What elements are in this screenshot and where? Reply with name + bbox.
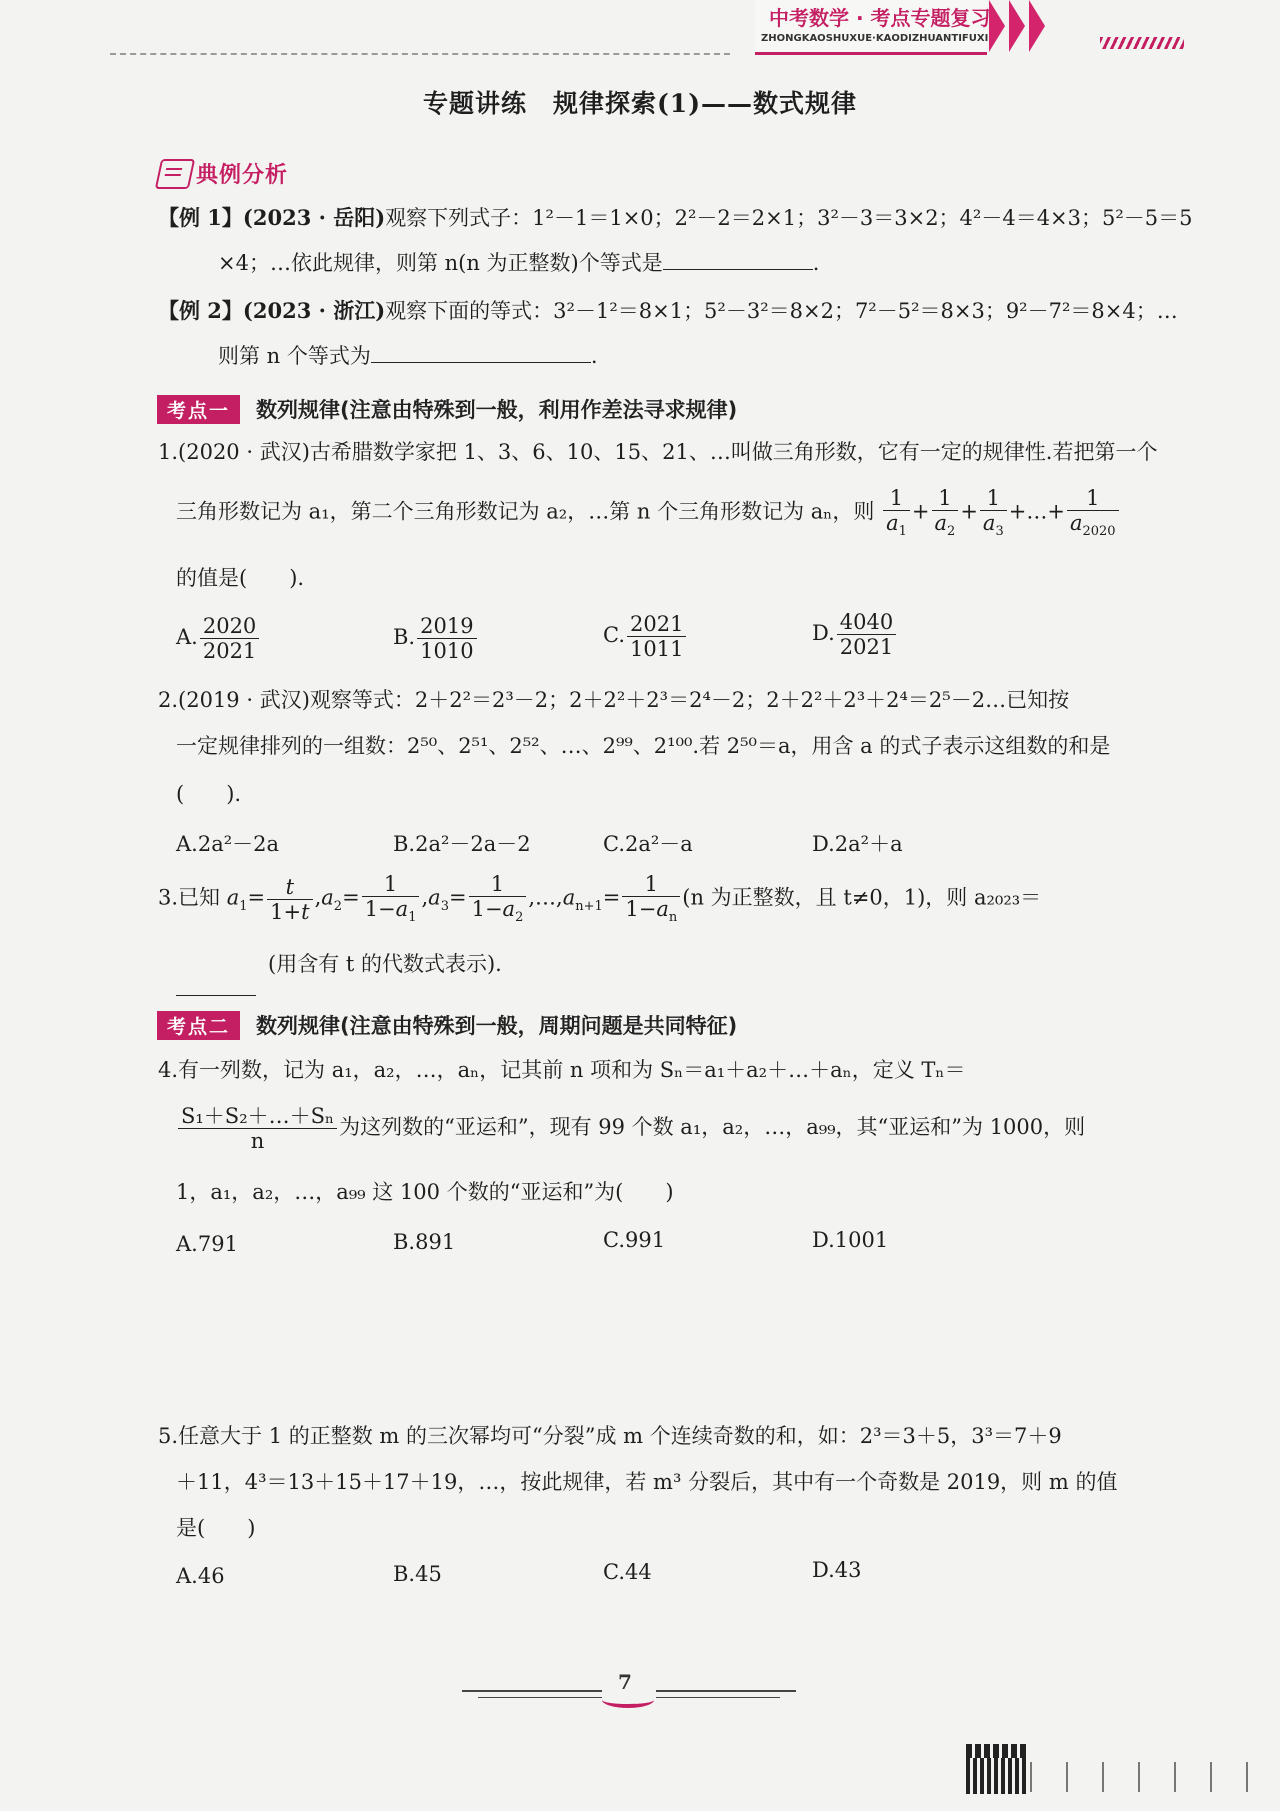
option-fraction: $\frac{2020}{2021}$ bbox=[200, 614, 259, 663]
page-title: 专题讲练 规律探索(1)——数式规律 bbox=[422, 89, 858, 118]
footer-line-left bbox=[462, 1690, 602, 1692]
q2-option-b[interactable]: B.2a²－2a－2 bbox=[393, 832, 531, 856]
example1-line2 bbox=[218, 251, 819, 276]
footer-line-right-thin bbox=[656, 1697, 780, 1698]
q1-option-a[interactable] bbox=[176, 614, 261, 663]
kaodian2-text: 数列规律(注意由特殊到一般，周期问题是共同特征) bbox=[256, 1014, 738, 1038]
option-letter: D. bbox=[812, 621, 835, 646]
option-letter: C. bbox=[603, 623, 625, 648]
q4-line2 bbox=[176, 1104, 1085, 1153]
page-number: 7 bbox=[618, 1670, 632, 1694]
option-letter: A. bbox=[176, 625, 198, 650]
example2-end: . bbox=[590, 344, 598, 368]
q5-option-c[interactable]: C.44 bbox=[603, 1560, 652, 1584]
q3-fraction-a2: $\frac{1}{1-a_1}$ bbox=[362, 872, 420, 926]
fraction-1-a2020: $\frac{1}{a_{2020}}$ bbox=[1067, 486, 1119, 540]
qr-code-top bbox=[966, 1744, 1026, 1758]
q5-option-d[interactable]: D.43 bbox=[812, 1558, 862, 1582]
option-fraction: $\frac{2021}{1011}$ bbox=[627, 612, 686, 661]
q3-fraction-an: $\frac{1}{1-a_n}$ bbox=[622, 872, 680, 926]
q4-option-b[interactable]: B.891 bbox=[393, 1230, 456, 1254]
q2-option-a[interactable]: A.2a²－2a bbox=[176, 832, 280, 856]
banner-title: 中考数学 · 考点专题复习 bbox=[769, 6, 991, 30]
q1-line3: 的值是( ). bbox=[176, 566, 305, 590]
q3-fraction-a1: $\frac{t}{1+t}$ bbox=[267, 875, 312, 924]
q5-line3: 是( ) bbox=[176, 1516, 256, 1540]
example1-line1 bbox=[158, 205, 1193, 231]
q2-line2: 一定规律排列的一组数：2⁵⁰、2⁵¹、2⁵²、…、2⁹⁹、2¹⁰⁰.若 2⁵⁰＝a，用含 a 的式子表示这组数的和是 bbox=[176, 734, 1111, 758]
answer-blank[interactable] bbox=[176, 994, 256, 996]
q1-option-b[interactable] bbox=[393, 614, 479, 663]
header-hatch-decoration bbox=[1100, 37, 1184, 49]
section-label-text: 典例分析 bbox=[196, 163, 289, 188]
q1-line2: 三角形数记为 a₁，第二个三角形数记为 a₂，…第 n 个三角形数记为 aₙ，则 $\frac{1}{a_1}$ + $\frac{1}{a_2}$ + $\frac{1}{a_3}$ +…+ $\frac{1}{a_{2020}}$ bbox=[176, 486, 1121, 540]
option-fraction: $\frac{4040}{2021}$ bbox=[837, 610, 896, 659]
q1-option-c[interactable] bbox=[603, 612, 688, 661]
q3-suffix: (n 为正整数，且 t≠0，1)，则 a₂₀₂₃＝ bbox=[682, 885, 1042, 910]
q4-line1: 4.有一列数，记为 a₁，a₂，…，aₙ，记其前 n 项和为 Sₙ＝a₁＋a₂＋…＋aₙ，定义 Tₙ＝ bbox=[158, 1058, 966, 1082]
q5-option-a[interactable]: A.46 bbox=[176, 1564, 225, 1588]
example2-text: 观察下面的等式：3²－1²＝8×1；5²－3²＝8×2；7²－5²＝8×3；9²－7²＝8×4；… bbox=[385, 299, 1178, 323]
q4-line3: 1，a₁，a₂，…，a₉₉ 这 100 个数的“亚运和”为( ) bbox=[176, 1180, 674, 1204]
q2-line1: 2.(2019 · 武汉)观察等式：2＋2²＝2³－2；2＋2²＋2³＝2⁴－2；2＋2²＋2³＋2⁴＝2⁵－2…已知按 bbox=[158, 688, 1070, 712]
q1-line2-text: 三角形数记为 a₁，第二个三角形数记为 a₂，…第 n 个三角形数记为 aₙ，则 bbox=[176, 499, 875, 524]
answer-blank[interactable] bbox=[371, 361, 591, 363]
footer-line-left-thin bbox=[478, 1697, 602, 1698]
section-label bbox=[158, 158, 288, 189]
q4-line2-text: 为这列数的“亚运和”，现有 99 个数 a₁，a₂，…，a₉₉，其“亚运和”为 1000，则 bbox=[339, 1115, 1086, 1140]
example2-head: 【例 2】(2023 · 浙江) bbox=[158, 298, 386, 323]
option-letter: B. bbox=[393, 625, 416, 650]
q4-option-c[interactable]: C.991 bbox=[603, 1228, 666, 1252]
q4-fraction: $\frac{\text{S₁＋S₂＋…＋Sₙ}}{n}$ bbox=[178, 1104, 337, 1153]
fraction-1-a3: $\frac{1}{a_3}$ bbox=[980, 486, 1007, 540]
open-book-icon bbox=[602, 1692, 654, 1708]
q3-fraction-a3: $\frac{1}{1-a_2}$ bbox=[469, 872, 527, 926]
kaodian2-tag: 考点二 bbox=[157, 1011, 240, 1040]
kaodian1-header bbox=[157, 394, 737, 424]
banner-box bbox=[755, 0, 991, 55]
q3-line2: (用含有 t 的代数式表示). bbox=[268, 952, 502, 976]
chevron-icon bbox=[1009, 0, 1025, 52]
q2-line3: ( ). bbox=[176, 782, 242, 806]
q2-option-c[interactable]: C.2a²－a bbox=[603, 832, 693, 856]
example2-line1 bbox=[158, 298, 1178, 324]
option-fraction: $\frac{2019}{1010}$ bbox=[417, 614, 476, 663]
header-banner bbox=[755, 0, 1045, 52]
header-dashed-line bbox=[110, 53, 730, 55]
example1-text: 观察下列式子：1²－1＝1×0；2²－2＝2×1；3²－3＝3×2；4²－4＝4×3；5²－5＝5 bbox=[385, 206, 1193, 230]
q4-option-d[interactable]: D.1001 bbox=[812, 1228, 889, 1252]
kaodian1-tag: 考点一 bbox=[157, 395, 240, 424]
q1-option-d[interactable] bbox=[812, 610, 898, 659]
example1-text2: ×4；…依此规律，则第 n(n 为正整数)个等式是 bbox=[218, 251, 663, 275]
chevron-icon bbox=[989, 0, 1005, 52]
banner-subtitle: ZHONGKAOSHUXUE·KAODIZHUANTIFUXI bbox=[761, 33, 989, 44]
q4-option-a[interactable]: A.791 bbox=[176, 1232, 238, 1256]
q5-line2: ＋11，4³＝13＋15＋17＋19，…，按此规律，若 m³ 分裂后，其中有一个奇数是 2019，则 m 的值 bbox=[176, 1470, 1118, 1494]
kaodian1-text: 数列规律(注意由特殊到一般，利用作差法寻求规律) bbox=[256, 398, 738, 422]
example2-line2 bbox=[218, 344, 598, 369]
q3-line1: 3.已知 $a_1=$ $\frac{t}{1+t}$ $,a_2=$ $\frac{1}{1-a_1}$ $,a_3=$ $\frac{1}{1-a_2}$ $,\dots,a_{n+1}=$ $\frac{1}{1-a_n}$ (n 为正整数，且 t≠0，1)，则 a₂₀₂₃＝ bbox=[158, 872, 1042, 926]
q5-option-b[interactable]: B.45 bbox=[393, 1562, 442, 1586]
q1-line1: 1.(2020 · 武汉)古希腊数学家把 1、3、6、10、15、21、…叫做三角形数，它有一定的规律性.若把第一个 bbox=[158, 440, 1158, 464]
example2-text2: 则第 n 个等式为 bbox=[218, 344, 371, 368]
barcode-strip bbox=[1030, 1762, 1260, 1792]
kaodian2-header bbox=[157, 1010, 737, 1040]
chevron-icon bbox=[1029, 0, 1045, 52]
example1-end: . bbox=[812, 251, 820, 275]
fraction-1-a1: $\frac{1}{a_1}$ bbox=[883, 486, 910, 540]
q2-option-d[interactable]: D.2a²＋a bbox=[812, 832, 903, 856]
q3-prefix: 3.已知 bbox=[158, 885, 221, 910]
fraction-1-a2: $\frac{1}{a_2}$ bbox=[932, 486, 959, 540]
q5-line1: 5.任意大于 1 的正整数 m 的三次幂均可“分裂”成 m 个连续奇数的和，如：2³＝3＋5，3³＝7＋9 bbox=[158, 1424, 1062, 1448]
answer-blank[interactable] bbox=[663, 268, 813, 270]
notebook-icon bbox=[155, 159, 195, 189]
example1-head: 【例 1】(2023 · 岳阳) bbox=[158, 205, 386, 230]
footer-line-right bbox=[656, 1690, 796, 1692]
